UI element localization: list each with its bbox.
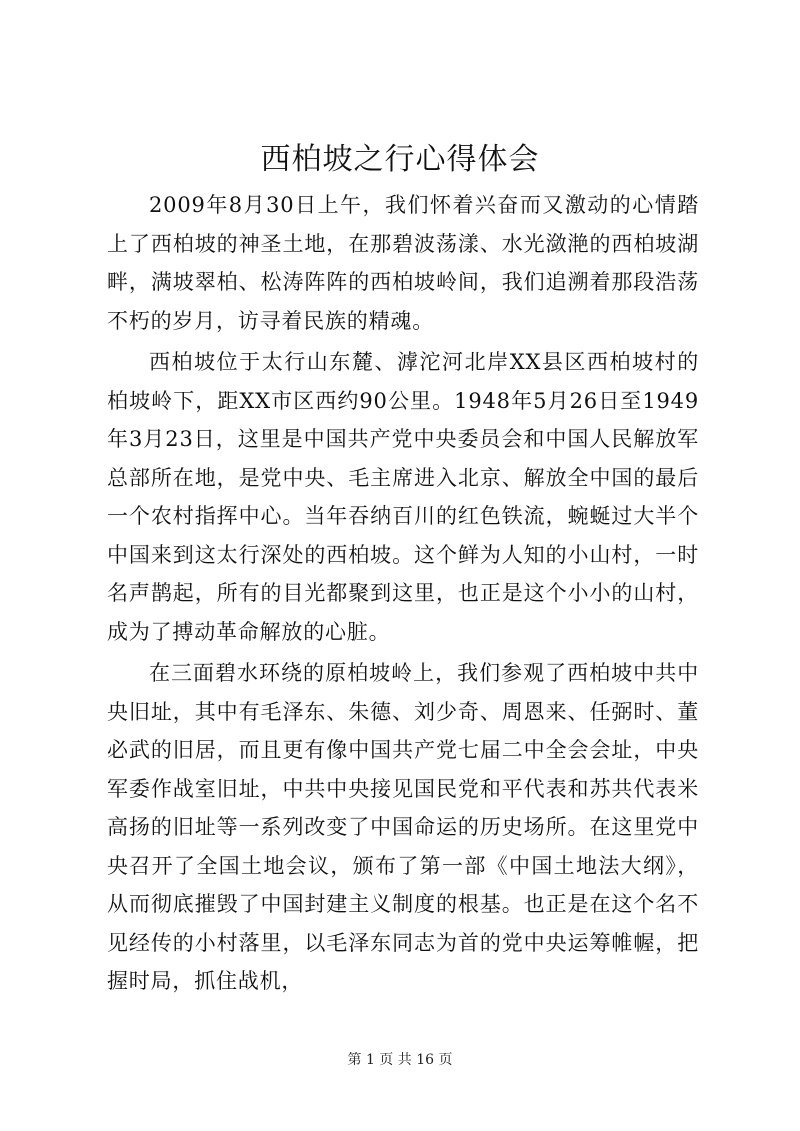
page-footer: 第 1 页 共 16 页 xyxy=(347,1052,453,1068)
document-body xyxy=(107,186,699,1004)
paragraph-3: 在三面碧水环绕的原柏坡岭上，我们参观了西柏坡中共中央旧址，其中有毛泽东、朱德、刘少奇、周恩来、任弼时、董必武的旧居，而且更有像中国共产党七届二中全会会址，中央军委作战室旧址，中共中央接见国民党和平代表和苏共代表米高扬的旧址等一系列改变了中国命运的历史场所。在这里党中央召开了全国土地会议，颁布了第一部《中国土地法大纲》，从而彻底摧毁了中国封建主义制度的根基。也正是在这个名不见经传的小村落里，以毛泽东同志为首的党中央运筹帷幄，把握时局，抓住战机， xyxy=(107,661,699,993)
paragraph-2: 西柏坡位于太行山东麓、滹沱河北岸XX县区西柏坡村的柏坡岭下，距XX市区西约90公里。1948年5月26日至1949年3月23日，这里是中国共产党中央委员会和中国人民解放军总部所在地，是党中央、毛主席进入北京、解放全中国的最后一个农村指挥中心。当年吞纳百川的红色铁流，蜿蜒过大半个中国来到这太行深处的西柏坡。这个鲜为人知的小山村，一时名声鹊起，所有的目光都聚到这里，也正是这个小小的山村，成为了搏动革命解放的心脏。 xyxy=(107,350,699,644)
page-title: 西柏坡之行心得体会 xyxy=(260,142,540,177)
paragraph-1: 2009年8月30日上午，我们怀着兴奋而又激动的心情踏上了西柏坡的神圣土地，在那碧波荡漾、水光潋滟的西柏坡湖畔，满坡翠柏、松涛阵阵的西柏坡岭间，我们追溯着那段浩荡不朽的岁月，访寻着民族的精魂。 xyxy=(107,193,699,333)
